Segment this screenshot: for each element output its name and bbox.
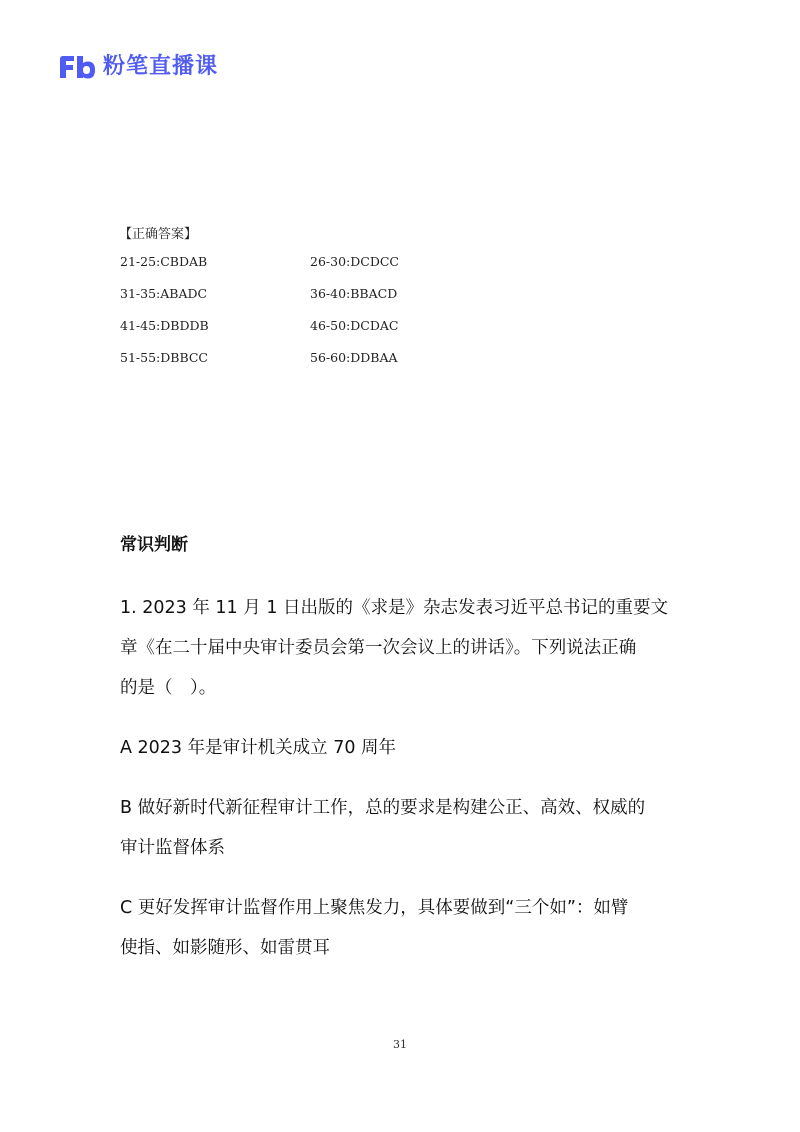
answer-key-title: 【正确答案】 (119, 227, 198, 242)
logo-text: 粉笔直播课 (103, 54, 219, 79)
section-title: 常识判断 (120, 535, 188, 555)
option-b-continued: 审计监督体系 (120, 838, 225, 858)
answer-cell: 36-40:BBACD (310, 286, 398, 301)
fenbi-logo-icon (57, 54, 97, 80)
brand-logo (57, 52, 218, 82)
option-b: B 做好新时代新征程审计工作，总的要求是构建公正、高效、权威的 (120, 798, 646, 818)
page-number: 31 (393, 1038, 407, 1051)
question-stem-line: 的是（ ）。 (120, 678, 217, 698)
option-a: A 2023 年是审计机关成立 70 周年 (120, 738, 397, 758)
option-c: C 更好发挥审计监督作用上聚焦发力，具体要做到“三个如”：如臂 (120, 898, 629, 918)
answer-cell: 21-25:CBDAB (120, 254, 208, 269)
answer-row (120, 310, 500, 342)
answer-cell: 51-55:DBBCC (120, 350, 209, 365)
question-stem-line: 1. 2023 年 11 月 1 日出版的《求是》杂志发表习近平总书记的重要文 (120, 598, 669, 618)
answer-cell: 31-35:ABADC (120, 286, 208, 301)
answer-row (120, 278, 500, 310)
question-block (120, 588, 680, 968)
answer-cell: 41-45:DBDDB (120, 318, 209, 333)
answer-key (120, 224, 500, 374)
answer-cell: 26-30:DCDCC (310, 254, 399, 269)
answer-cell: 56-60:DDBAA (310, 350, 398, 365)
question-stem-line: 章《在二十届中央审计委员会第一次会议上的讲话》。下列说法正确 (120, 638, 637, 658)
answer-row (120, 246, 500, 278)
option-c-continued: 使指、如影随形、如雷贯耳 (120, 938, 330, 958)
answer-row (120, 342, 500, 374)
answer-cell: 46-50:DCDAC (310, 318, 399, 333)
